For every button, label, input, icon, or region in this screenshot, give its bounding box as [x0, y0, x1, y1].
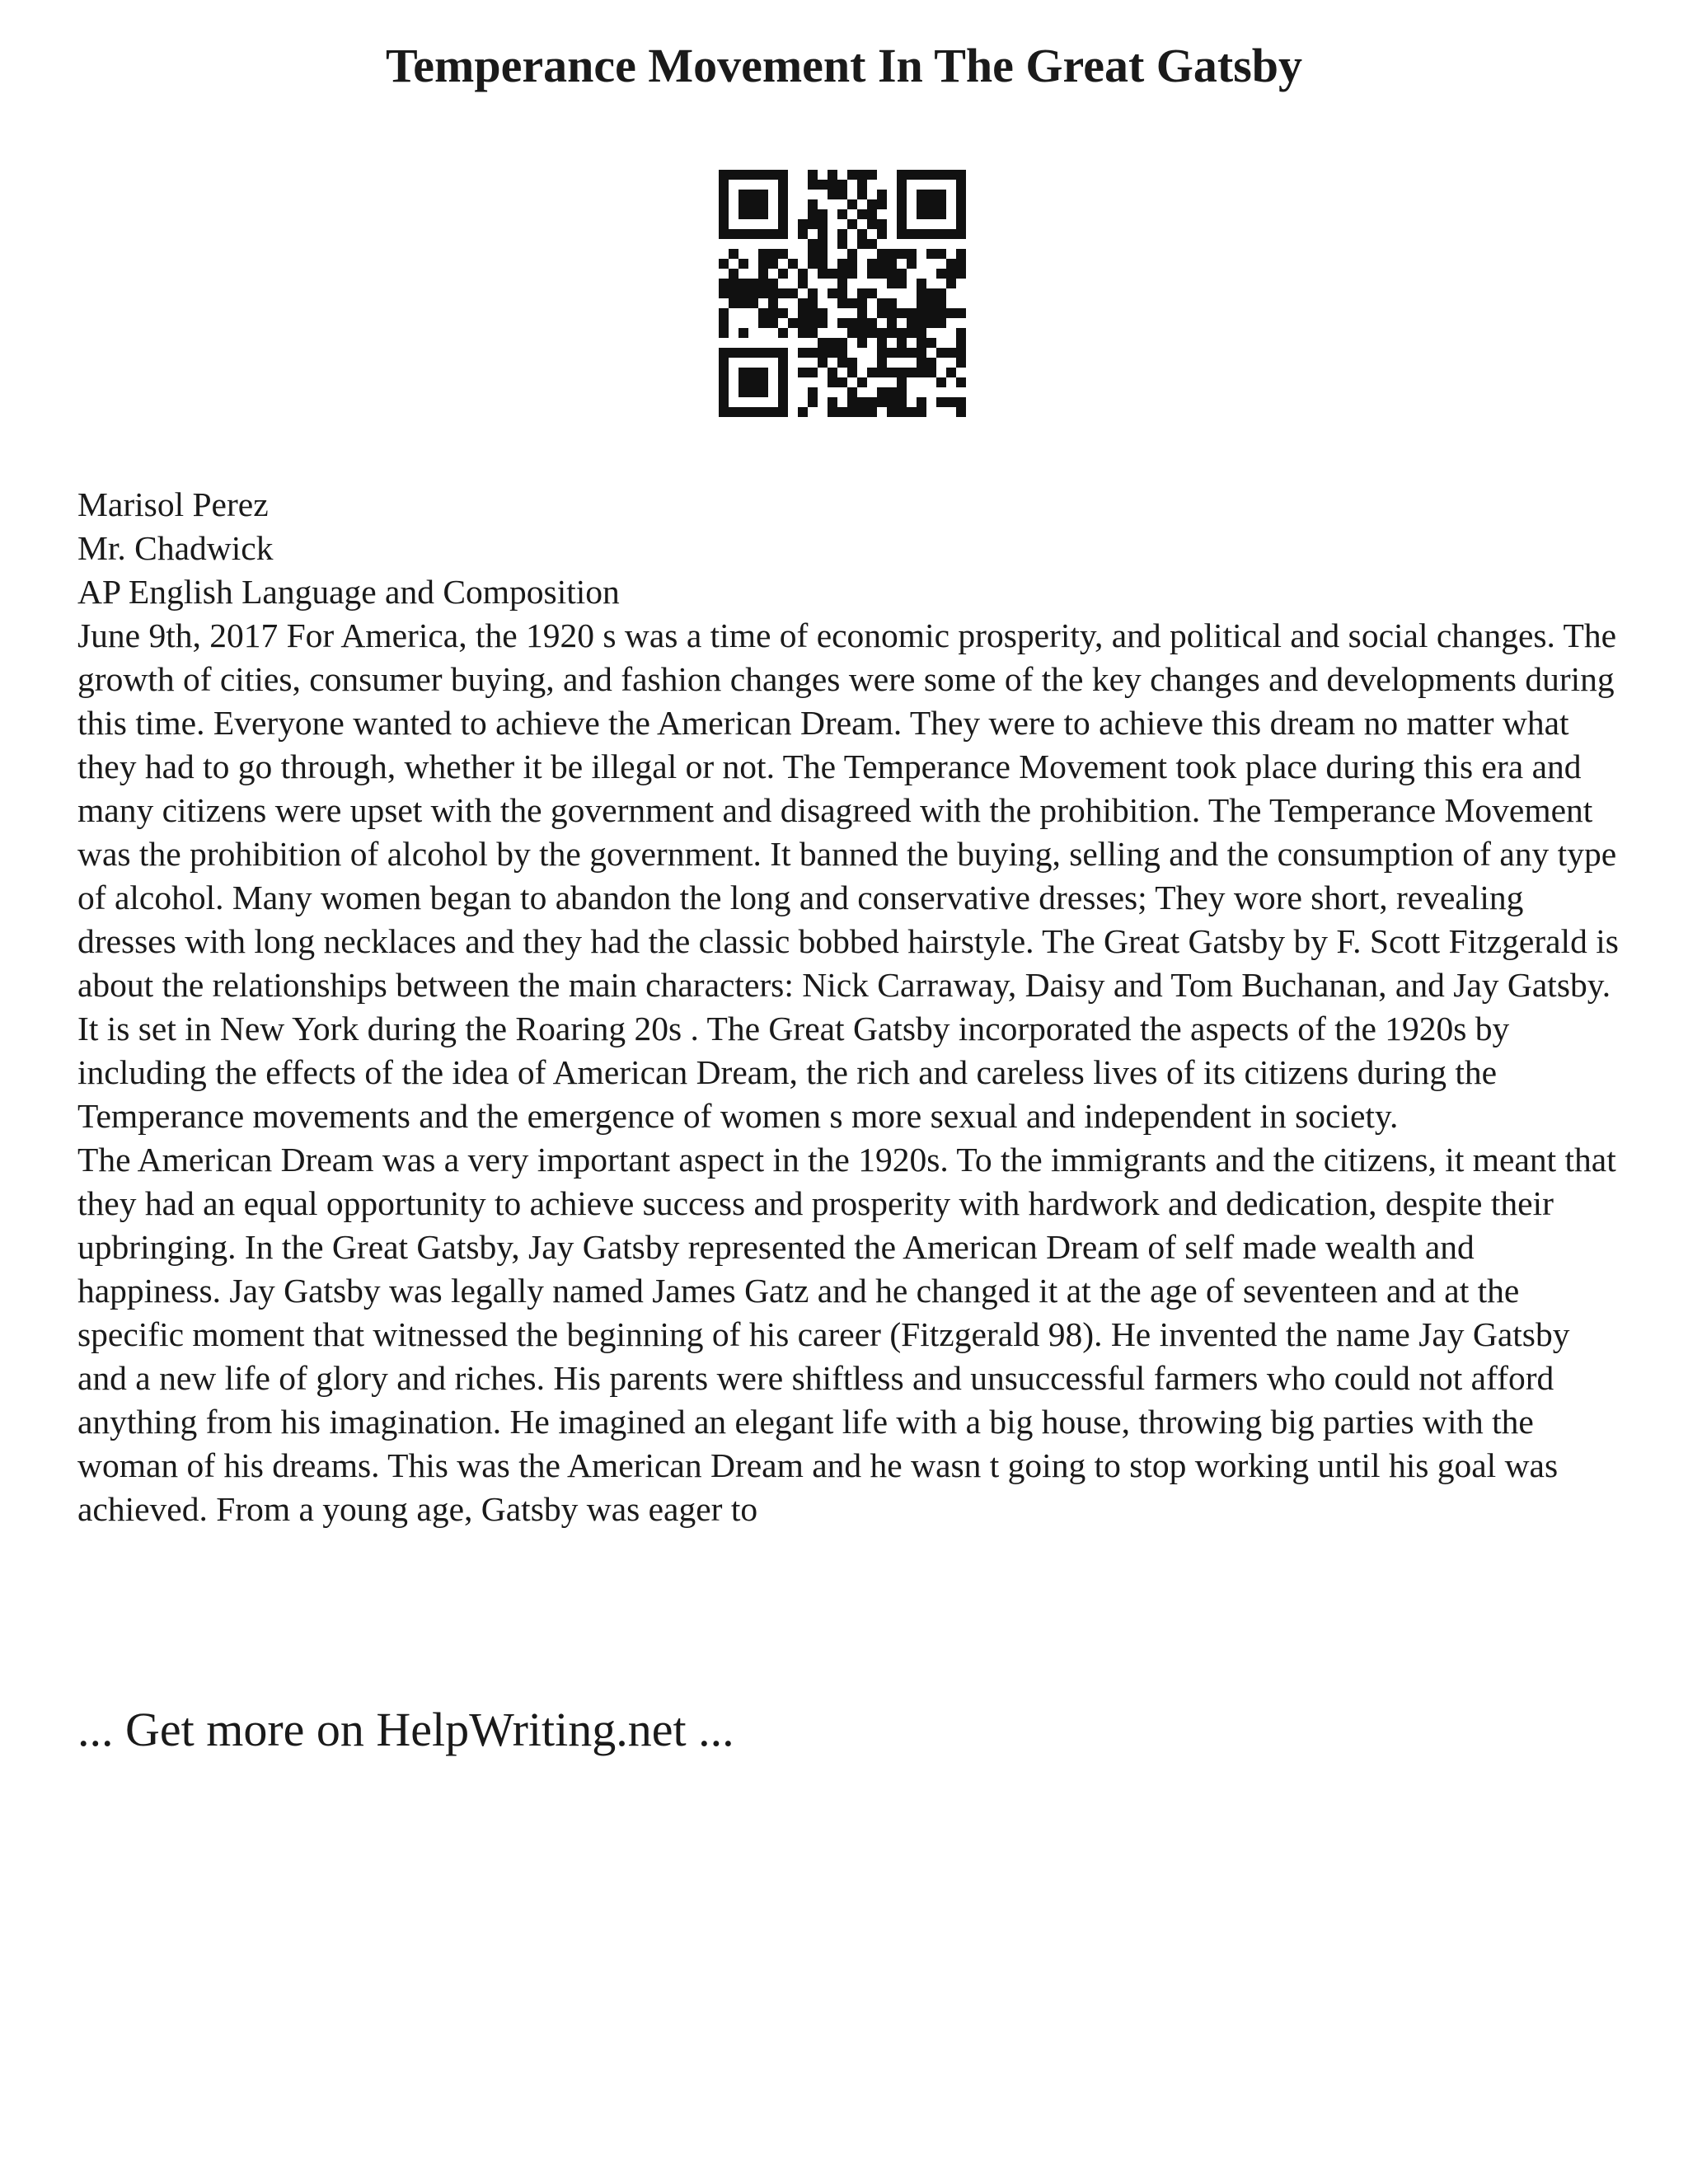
author-line: Marisol Perez [77, 485, 269, 523]
qr-code-graphic [719, 170, 966, 417]
essay-body [77, 483, 1619, 1531]
document-title: Temperance Movement In The Great Gatsby [385, 39, 1303, 92]
essay-paragraph-1: June 9th, 2017 For America, the 1920 s was a time of economic prosperity, and political and social changes. The growth of cities, consumer buying, and fashion changes were some of the key changes and developments during this time. Everyone wanted to achieve the American Dream. They were to achieve this dream no matter what they had to go through, whether it be illegal or not. The Temperance Movement took place during this era and many citizens were upset with the government and disagreed with the prohibition. The Temperance Movement was the prohibition of alcohol by the government. It banned the buying, selling and the consumption of any type of alcohol. Many women began to abandon the long and conservative dresses; They wore short, revealing dresses with long necklaces and they had the classic bobbed hairstyle. The Great Gatsby by F. Scott Fitzgerald is about the relationships between the main characters: Nick Carraway, Daisy and Tom Buchanan, and Jay Gatsby. It is set in New York during the Roaring 20s . The Great Gatsby incorporated the aspects of the 1920s by including the effects of the idea of American Dream, the rich and careless lives of its citizens during the Temperance movements and the emergence of women s more sexual and independent in society. [77, 616, 1619, 1135]
teacher-line: Mr. Chadwick [77, 529, 274, 567]
course-line: AP English Language and Composition [77, 573, 620, 611]
essay-paragraph-2: The American Dream was a very important aspect in the 1920s. To the immigrants and the citizens, it meant that they had an equal opportunity to achieve success and prosperity with hardwork and dedication, despite their upbringing. In the Great Gatsby, Jay Gatsby represented the American Dream of self made wealth and happiness. Jay Gatsby was legally named James Gatz and he changed it at the age of seventeen and at the specific moment that witnessed the beginning of his career (Fitzgerald 98). He invented the name Jay Gatsby and a new life of glory and riches. His parents were shiftless and unsuccessful farmers who could not afford anything from his imagination. He imagined an elegant life with a big house, throwing big parties with the woman of his dreams. This was the American Dream and he wasn t going to stop working until his goal was achieved. From a young age, Gatsby was eager to [77, 1141, 1616, 1528]
get-more-link[interactable]: ... Get more on HelpWriting.net ... [77, 1703, 734, 1756]
qr-code [719, 170, 966, 417]
